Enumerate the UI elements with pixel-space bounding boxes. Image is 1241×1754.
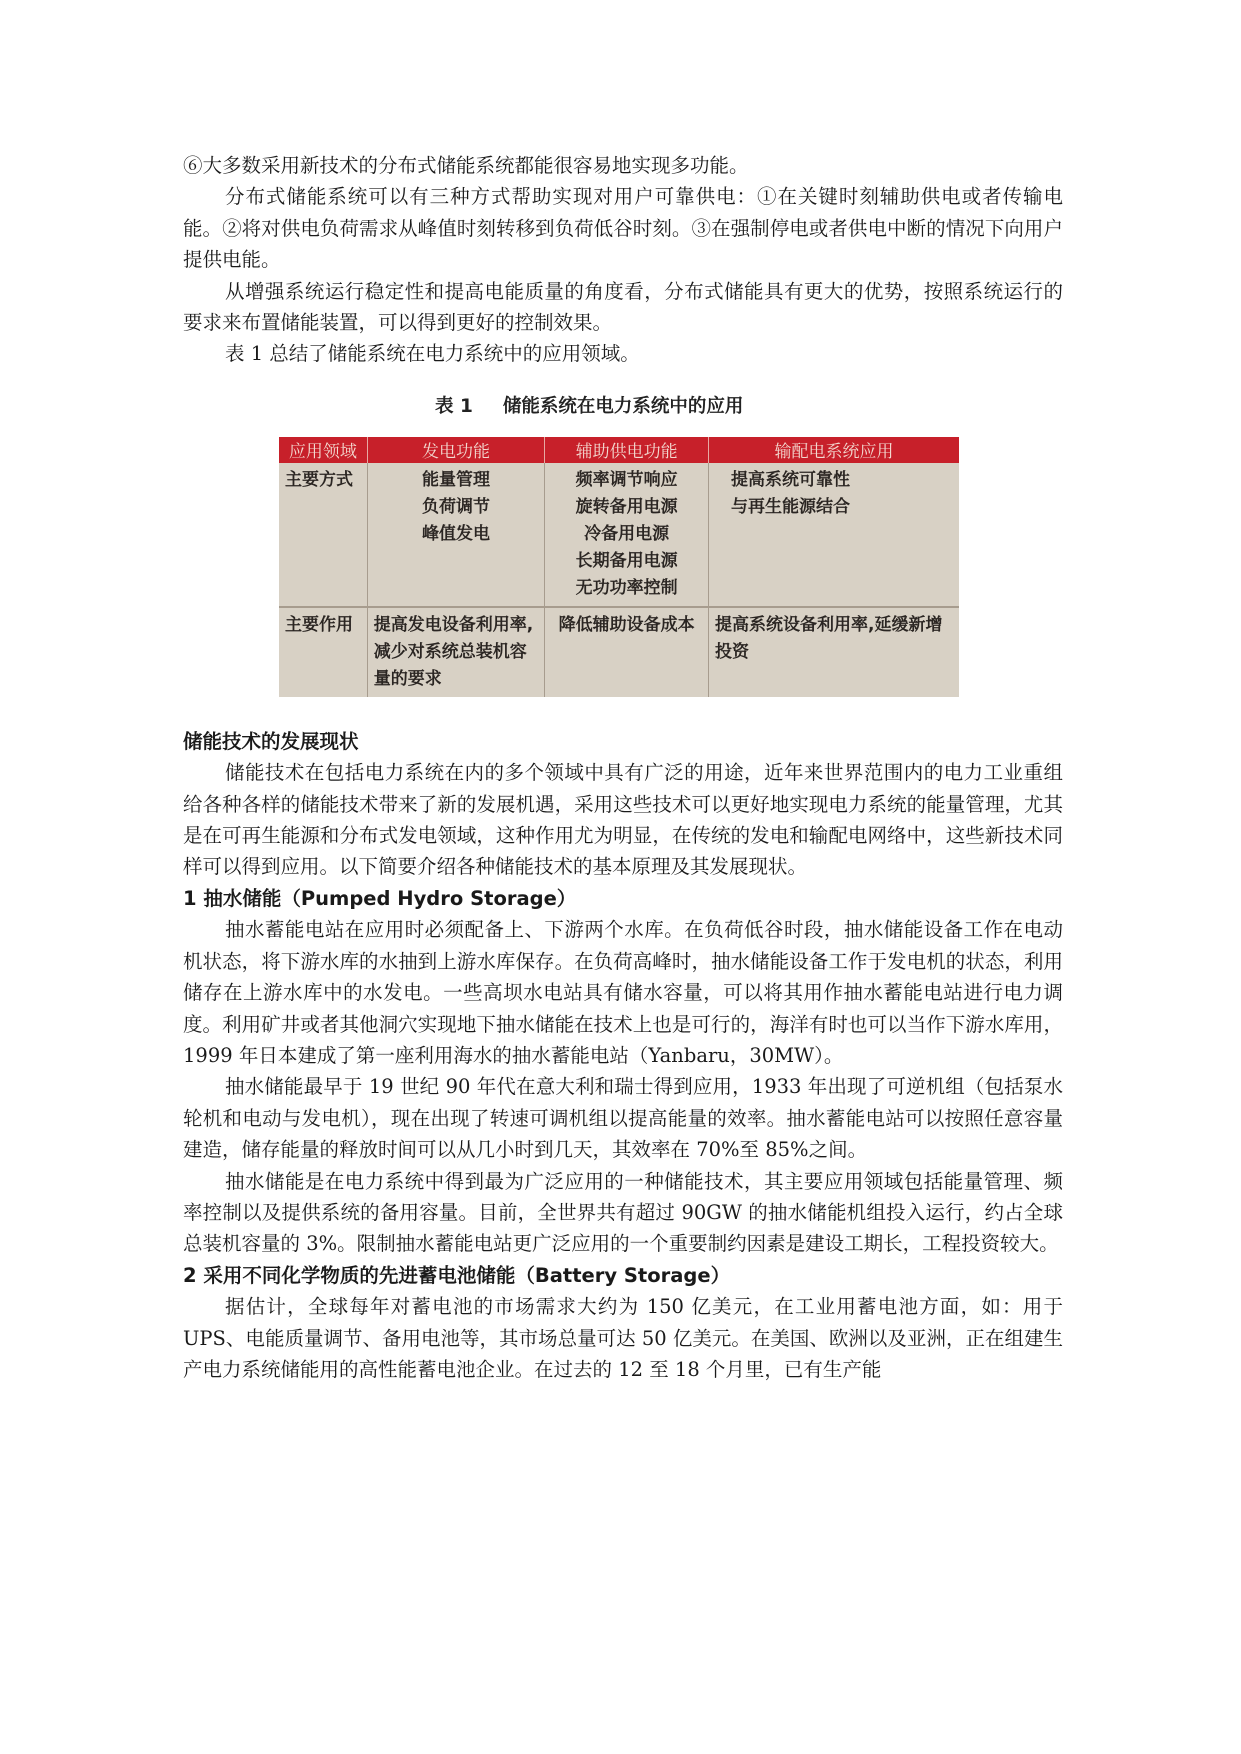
table-row: [279, 463, 959, 607]
table-caption: [435, 392, 743, 418]
cell-line: 无功功率控制: [575, 577, 678, 598]
cell-line: 负荷调节: [421, 496, 490, 517]
table-cell: [367, 463, 545, 607]
paragraph: 抽水储能是在电力系统中得到最为广泛应用的一种储能技术，其主要应用领域包括能量管理、频率控制以及提供系统的备用容量。目前，全世界共有超过 90GW 的抽水储能机组投入运行，约占全球总装机容量的 3%。限制抽水蓄能电站更广泛应用的一个重要制约因素是建设工期长，工程投资较大。: [183, 1169, 1063, 1256]
paragraph: 抽水储能最早于 19 世纪 90 年代在意大利和瑞士得到应用，1933 年出现了可逆机组（包括泵水轮机和电动与发电机），现在出现了转速可调机组以提高能量的效率。抽水蓄能电站可以按照任意容量建造，储存能量的释放时间可以从几小时到几天，其效率在 70%至 85%之间。: [183, 1075, 1063, 1162]
cell-line: 峰值发电: [421, 523, 490, 544]
cell-line: 与再生能源结合: [730, 496, 850, 517]
document-page: [183, 150, 1063, 1385]
table-cell: [545, 463, 709, 607]
table-cell: 降低辅助设备成本: [545, 607, 709, 697]
paragraph: 储能技术在包括电力系统在内的多个领域中具有广泛的用途，近年来世界范围内的电力工业重组给各种各样的储能技术带来了新的发展机遇，采用这些技术可以更好地实现电力系统的能量管理，尤其是在可再生能源和分布式发电领域，这种作用尤为明显，在传统的发电和输配电网络中，这些新技术同样可以得到应用。以下简要介绍各种储能技术的基本原理及其发展现状。: [183, 761, 1063, 879]
cell-line: 旋转备用电源: [575, 496, 678, 517]
paragraph: 从增强系统运行稳定性和提高电能质量的角度看，分布式储能具有更大的优势，按照系统运行的要求来布置储能装置，可以得到更好的控制效果。: [183, 279, 1063, 335]
cell-line: 频率调节响应: [575, 469, 678, 490]
table-cell: [708, 463, 959, 607]
row-label: 主要作用: [279, 607, 367, 697]
table-figure: [183, 392, 1063, 700]
row-label: 主要方式: [279, 463, 367, 607]
cell-line: 冷备用电源: [584, 523, 670, 544]
table-cell: 提高系统设备利用率,延缓新增投资: [708, 607, 959, 697]
cell-line: 提高系统可靠性: [730, 469, 850, 490]
cell-line: 能量管理: [421, 469, 490, 490]
table-header-cell: 应用领域: [279, 437, 367, 463]
subsection-heading: 2 采用不同化学物质的先进蓄电池储能（Battery Storage）: [183, 1263, 731, 1287]
paragraph: 抽水蓄能电站在应用时必须配备上、下游两个水库。在负荷低谷时段，抽水储能设备工作在电动机状态，将下游水库的水抽到上游水库保存。在负荷高峰时，抽水储能设备工作于发电机的状态，利用储存在上游水库中的水发电。一些高坝水电站具有储水容量，可以将其用作抽水蓄能电站进行电力调度。利用矿井或者其他洞穴实现地下抽水储能在技术上也是可行的，海洋有时也可以当作下游水库用，1999 年日本建成了第一座利用海水的抽水蓄能电站（Yanbaru，30MW）。: [183, 918, 1063, 1067]
table-caption-number: 表 1: [435, 395, 473, 417]
cell-line: 长期备用电源: [575, 550, 678, 571]
paragraph: ⑥大多数采用新技术的分布式储能系统都能很容易地实现多功能。: [183, 154, 749, 177]
paragraph: 分布式储能系统可以有三种方式帮助实现对用户可靠供电：①在关键时刻辅助供电或者传输电能。②将对供电负荷需求从峰值时刻转移到负荷低谷时刻。③在强制停电或者供电中断的情况下向用户提供电能。: [183, 185, 1063, 272]
subsection-heading: 1 抽水储能（Pumped Hydro Storage）: [183, 886, 577, 910]
table-header-row: [279, 437, 959, 463]
paragraph: 据估计，全球每年对蓄电池的市场需求大约为 150 亿美元，在工业用蓄电池方面，如：用于 UPS、电能质量调节、备用电池等，其市场总量可达 50 亿美元。在美国、欧洲以及亚洲，正在组建生产电力系统储能用的高性能蓄电池企业。在过去的 12 至 18 个月里，已有生产能: [183, 1295, 1063, 1381]
table-header-cell: 输配电系统应用: [708, 437, 959, 463]
table-row: [279, 607, 959, 697]
table-caption-title: 储能系统在电力系统中的应用: [502, 395, 744, 417]
section-heading: 储能技术的发展现状: [183, 729, 359, 753]
table-header-cell: 发电功能: [367, 437, 545, 463]
table-header-cell: 辅助供电功能: [545, 437, 709, 463]
applications-table: [279, 437, 959, 697]
table-cell: 提高发电设备利用率,减少对系统总装机容量的要求: [367, 607, 545, 697]
paragraph: 表 1 总结了储能系统在电力系统中的应用领域。: [225, 342, 640, 366]
